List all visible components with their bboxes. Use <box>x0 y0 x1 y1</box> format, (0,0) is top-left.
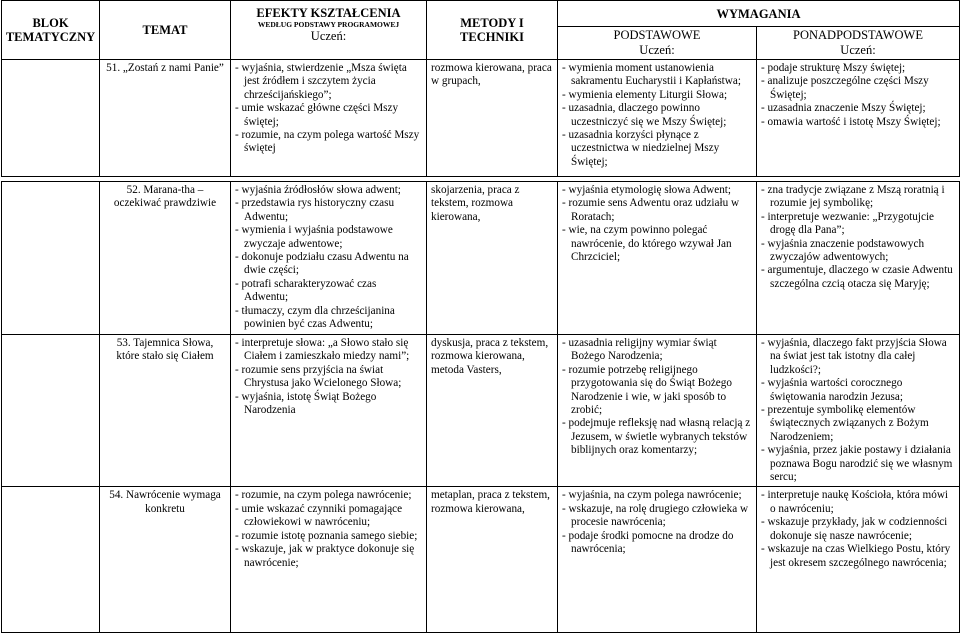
podstawowe-cell-item: - wymienia elementy Liturgii Słowa; <box>562 88 728 101</box>
ponadpodstawowe-cell-item: - wyjaśnia, dlaczego fakt przyjścia Słowa na świat jest tak istotny dla całej ludzkości?; <box>761 337 947 376</box>
topic-cell: 53. Tajemnica Słowa, które stało się Ciałem <box>100 335 231 487</box>
podstawowe-cell-item: - wyjaśnia etymologię słowa Adwent; <box>562 184 732 196</box>
ponadpodstawowe-cell-item: - podaje strukturę Mszy świętej; <box>761 62 906 74</box>
table-row <box>2 60 960 177</box>
efekty-cell-item: - tłumaczy, czym dla chrześcijanina powinien być czas Adwentu; <box>235 304 395 331</box>
efekty-cell-item: - rozumie sens przyjścia na świat Chrystusa jako Wcielonego Słowa; <box>235 363 402 390</box>
topic-cell: 52. Marana-tha – oczekiwać prawdziwie <box>100 182 231 335</box>
metody-cell: metaplan, praca z tekstem, rozmowa kierowana, <box>427 487 558 633</box>
blok-cell <box>2 60 100 177</box>
header-efekty-subtitle: WEDŁUG PODSTAWY PROGRAMOWEJ <box>257 20 400 29</box>
efekty-cell-item: - rozumie, na czym polega nawrócenie; <box>235 489 412 502</box>
podstawowe-cell-item: - podaje środki pomocne na drodze do nawrócenia; <box>562 529 734 556</box>
efekty-cell-item: - przedstawia rys historyczny czasu Adwentu; <box>235 197 395 223</box>
podstawowe-cell-item: - wymienia moment ustanowienia sakramentu Eucharystii i Kapłaństwa; <box>562 62 741 88</box>
blok-cell <box>2 487 100 633</box>
header-podstawowe <box>558 27 757 60</box>
ponadpodstawowe-cell <box>757 182 960 335</box>
ponadpodstawowe-cell <box>757 335 960 487</box>
header-wymagania: WYMAGANIA <box>558 1 960 27</box>
podstawowe-cell-item: - wie, na czym powinno polegać nawrócenie, do którego wzywał Jan Chrzciciel; <box>562 224 732 264</box>
table-row <box>2 182 960 335</box>
table-row <box>2 487 960 633</box>
efekty-cell-item: - wskazuje, jak w praktyce dokonuje się nawrócenie; <box>235 543 415 569</box>
header-ponadpodstawowe-label: PONADPODSTAWOWE <box>793 28 923 42</box>
metody-cell: skojarzenia, praca z tekstem, rozmowa kierowana, <box>427 182 558 335</box>
table-row <box>2 335 960 487</box>
ponadpodstawowe-cell-item: - zna tradycje związane z Mszą roratnią i rozumie jej symbolikę; <box>761 184 945 210</box>
ponadpodstawowe-cell-item: - prezentuje symbolikę elementów świątecznych związanych z Bożym Narodzeniem; <box>761 404 929 443</box>
header-metody: METODY I TECHNIKI <box>427 1 558 60</box>
ponadpodstawowe-cell <box>757 60 960 177</box>
header-temat: TEMAT <box>100 1 231 60</box>
efekty-cell <box>231 487 427 633</box>
ponadpodstawowe-cell-item: - interpretuje naukę Kościoła, która mówi o nawróceniu; <box>761 489 949 515</box>
efekty-cell-item: - interpretuje słowa: „a Słowo stało się Ciałem i zamieszkało miedzy nami”; <box>235 337 410 363</box>
ponadpodstawowe-cell-item: - wyjaśnia znaczenie podstawowych zwyczajów adwentowych; <box>761 237 925 264</box>
ponadpodstawowe-cell-item: - wyjaśnia wartości corocznego świętowania narodzin Jezusa; <box>761 377 903 403</box>
ponadpodstawowe-cell-item: - wyjaśnia, przez jakie postawy i działania poznawa Bogu narodzić się we własnym sercu; <box>761 444 953 484</box>
podstawowe-cell <box>558 335 757 487</box>
efekty-cell-item: - rozumie istotę poznania samego siebie; <box>235 529 418 542</box>
podstawowe-cell-item: - podejmuje refleksję nad własną relacją z Jezusem, w świetle wybranych tekstów biblijnych oraz komentarzy; <box>562 417 751 457</box>
ponadpodstawowe-cell-item: - uzasadnia znaczenie Mszy Świętej; <box>761 102 926 115</box>
header-podstawowe-uczen: Uczeń: <box>639 43 675 57</box>
efekty-cell-item: - dokonuje podziału czasu Adwentu na dwie części; <box>235 251 409 277</box>
metody-cell: rozmowa kierowana, praca w grupach, <box>427 60 558 177</box>
header-podstawowe-label: PODSTAWOWE <box>613 28 701 42</box>
podstawowe-cell-item: - uzasadnia religijny wymiar świąt Bożego Narodzenia; <box>562 337 717 363</box>
header-blok: BLOK TEMATYCZNY <box>2 1 100 60</box>
efekty-cell-item: - wyjaśnia, stwierdzenie „Msza święta jest źródłem i szczytem życia chrześcijańskiego”; <box>235 62 407 101</box>
ponadpodstawowe-cell-item: - wskazuje przykłady, jak w codzienności dokonuje się nasze nawrócenie; <box>761 516 948 542</box>
topic-cell: 54. Nawrócenie wymaga konkretu <box>100 487 231 633</box>
efekty-cell-item: - potrafi scharakteryzować czas Adwentu; <box>235 277 377 304</box>
blok-cell <box>2 335 100 487</box>
curriculum-table <box>1 0 960 633</box>
podstawowe-cell <box>558 182 757 335</box>
podstawowe-cell-item: - wskazuje, na rolę drugiego człowieka w procesie nawrócenia; <box>562 502 749 529</box>
podstawowe-cell-item: - uzasadnia, dlaczego powinno uczestniczyć się we Mszy Świętej; <box>562 102 727 128</box>
ponadpodstawowe-cell <box>757 487 960 633</box>
podstawowe-cell <box>558 487 757 633</box>
header-ponadpodstawowe-uczen: Uczeń: <box>840 43 876 57</box>
topic-cell: 51. „Zostań z nami Panie” <box>100 60 231 177</box>
podstawowe-cell-item: - wyjaśnia, na czym polega nawrócenie; <box>562 489 742 502</box>
header-ponadpodstawowe <box>757 27 960 60</box>
efekty-cell-item: - umie wskazać czynniki pomagające człowiekowi w nawróceniu; <box>235 502 403 529</box>
podstawowe-cell-item: - rozumie potrzebę religijnego przygotowania się do Świąt Bożego Narodzenie i wie, w jaki sposób to zrobić; <box>562 363 732 417</box>
ponadpodstawowe-cell-item: - wskazuje na czas Wielkiego Postu, który jest okresem szczególnego nawrócenia; <box>761 543 951 569</box>
efekty-cell-item: - wyjaśnia, istotę Świąt Bożego Narodzenia <box>235 390 377 417</box>
efekty-cell <box>231 182 427 335</box>
podstawowe-cell <box>558 60 757 177</box>
header-efekty-uczen: Uczeń: <box>310 29 347 43</box>
metody-cell: dyskusja, praca z tekstem, rozmowa kierowana, metoda Vasters, <box>427 335 558 487</box>
ponadpodstawowe-cell-item: - omawia wartość i istotę Mszy Świętej; <box>761 115 941 128</box>
efekty-cell-item: - rozumie, na czym polega wartość Mszy świętej <box>235 129 420 155</box>
efekty-cell <box>231 60 427 177</box>
ponadpodstawowe-cell-item: - interpretuje wezwanie: „Przygotujcie drogę dla Pana”; <box>761 210 935 237</box>
blok-cell <box>2 182 100 335</box>
efekty-cell-item: - umie wskazać główne części Mszy świętej; <box>235 102 399 128</box>
header-efekty-title: EFEKTY KSZTAŁCENIA <box>256 6 401 20</box>
efekty-cell <box>231 335 427 487</box>
header-efekty <box>231 1 427 60</box>
podstawowe-cell-item: - uzasadnia korzyści płynące z uczestnictwa w niedzielnej Mszy Świętej; <box>562 129 720 168</box>
podstawowe-cell-item: - rozumie sens Adwentu oraz udziału w Roratach; <box>562 197 740 223</box>
ponadpodstawowe-cell-item: - argumentuje, dlaczego w czasie Adwentu szczególna czcią otacza się Maryję; <box>761 264 953 290</box>
ponadpodstawowe-cell-item: - analizuje poszczególne części Mszy Świętej; <box>761 75 929 101</box>
efekty-cell-item: - wymienia i wyjaśnia podstawowe zwyczaje adwentowe; <box>235 224 393 250</box>
efekty-cell-item: - wyjaśnia źródłosłów słowa adwent; <box>235 184 401 196</box>
